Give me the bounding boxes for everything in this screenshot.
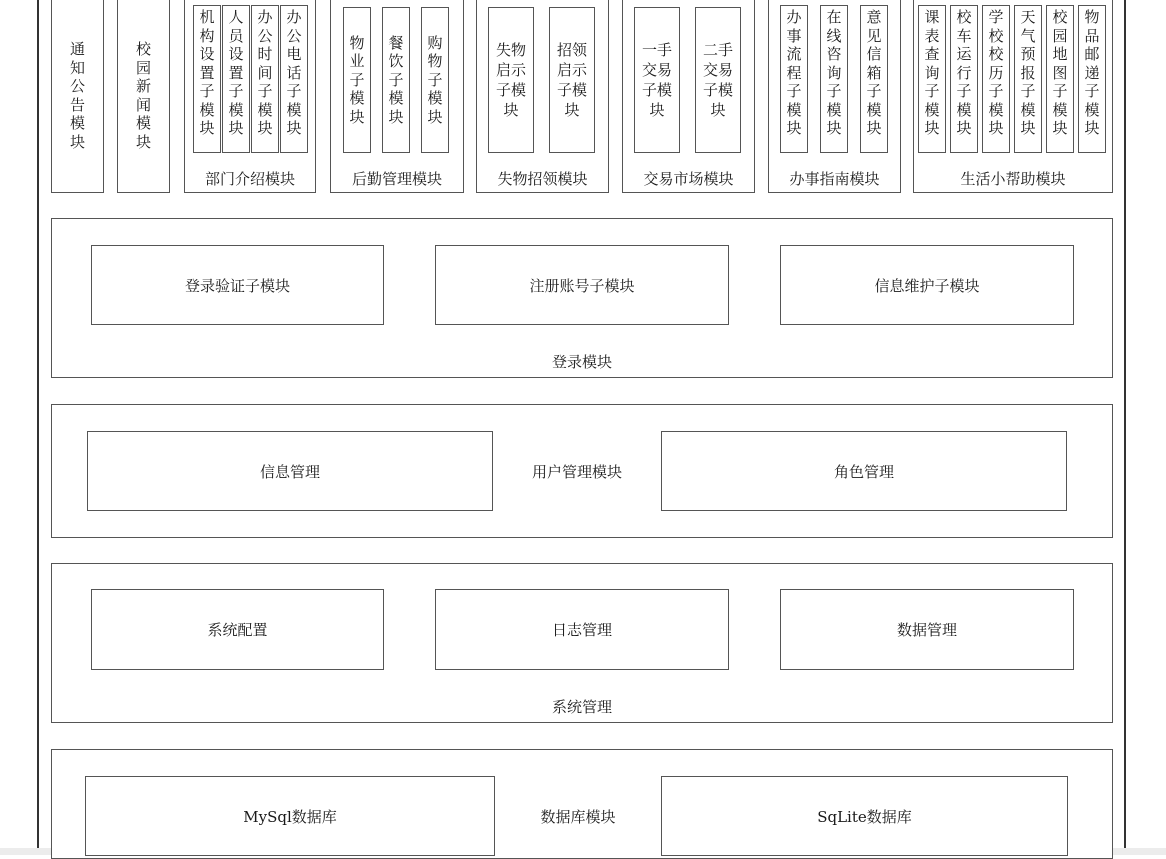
dept-sub-staff: 人 员 设 置 子 模 块	[222, 5, 250, 153]
system-sub-log: 日志管理	[435, 589, 729, 670]
logistics-sub-dining: 餐 饮 子 模 块	[382, 7, 410, 153]
login-sub-register: 注册账号子模块	[435, 245, 729, 325]
system-module-label: 系统管理	[551, 698, 612, 716]
helper-sub-calendar: 学 校 校 历 子 模 块	[982, 5, 1010, 153]
market-module-label: 交易市场模块	[643, 170, 734, 188]
news-module: 校 园 新 闻 模 块	[117, 0, 170, 193]
helper-sub-bus: 校 车 运 行 子 模 块	[950, 5, 978, 153]
login-sub-verify: 登录验证子模块	[91, 245, 384, 325]
market-sub-first-hand: 一手 交易 子模 块	[634, 7, 680, 153]
login-sub-profile: 信息维护子模块	[780, 245, 1074, 325]
dept-sub-hours: 办 公 时 间 子 模 块	[251, 5, 279, 153]
dept-sub-org: 机 构 设 置 子 模 块	[193, 5, 221, 153]
system-sub-data: 数据管理	[780, 589, 1074, 670]
helper-sub-map: 校 园 地 图 子 模 块	[1046, 5, 1074, 153]
guide-module-label: 办事指南模块	[789, 170, 880, 188]
database-sub-mysql: MySql数据库	[85, 776, 495, 856]
logistics-sub-property: 物 业 子 模 块	[343, 7, 371, 153]
dept-sub-phone: 办 公 电 话 子 模 块	[280, 5, 308, 153]
user-sub-info: 信息管理	[87, 431, 493, 511]
guide-sub-feedback: 意 见 信 箱 子 模 块	[860, 5, 888, 153]
lost-found-module-label: 失物招领模块	[497, 170, 588, 188]
market-sub-second-hand: 二手 交易 子模 块	[695, 7, 741, 153]
diagram-left-border	[37, 0, 39, 848]
helper-sub-timetable: 课 表 查 询 子 模 块	[918, 5, 946, 153]
found-sub-notice: 招领 启示 子模 块	[549, 7, 595, 153]
life-helper-module-label: 生活小帮助模块	[960, 170, 1066, 188]
diagram-right-border	[1124, 0, 1126, 848]
guide-sub-consult: 在 线 咨 询 子 模 块	[820, 5, 848, 153]
helper-sub-weather: 天 气 预 报 子 模 块	[1014, 5, 1042, 153]
database-sub-sqlite: SqLite数据库	[661, 776, 1068, 856]
database-module-label: 数据库模块	[540, 807, 616, 826]
user-module-label: 用户管理模块	[531, 462, 622, 481]
user-sub-role: 角色管理	[661, 431, 1067, 511]
helper-sub-mail: 物 品 邮 递 子 模 块	[1078, 5, 1106, 153]
dept-module-label: 部门介绍模块	[204, 170, 295, 188]
login-module-label: 登录模块	[551, 353, 612, 371]
lost-sub-notice: 失物 启示 子模 块	[488, 7, 534, 153]
notice-module: 通 知 公 告 模 块	[51, 0, 104, 193]
logistics-module-label: 后勤管理模块	[351, 170, 442, 188]
system-sub-config: 系统配置	[91, 589, 384, 670]
guide-sub-process: 办 事 流 程 子 模 块	[780, 5, 808, 153]
logistics-sub-shopping: 购 物 子 模 块	[421, 7, 449, 153]
